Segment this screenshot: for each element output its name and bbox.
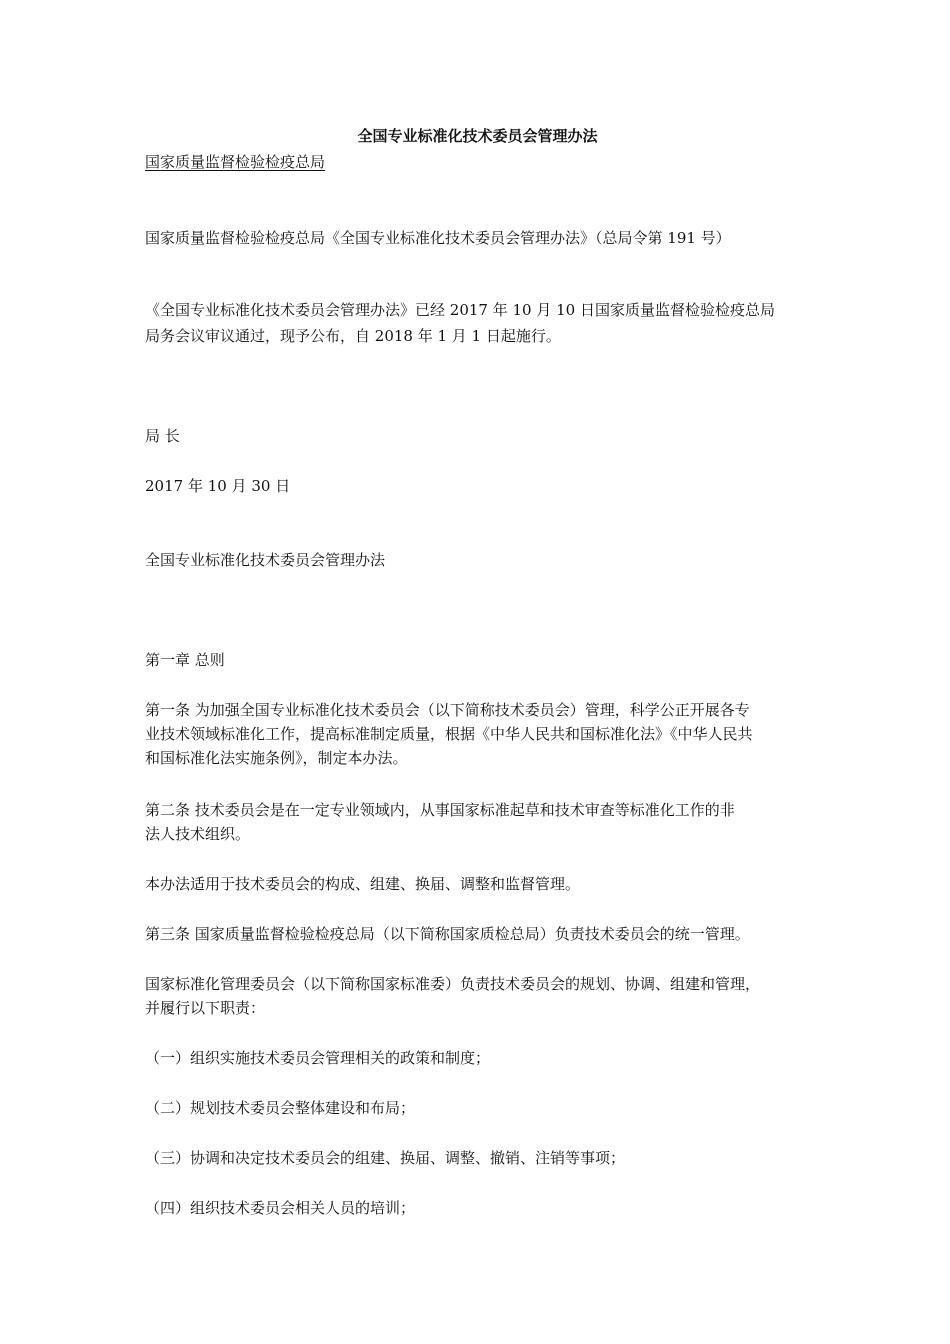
duty-1: （一）组织实施技术委员会管理相关的政策和制度； [145,1049,491,1067]
duty-2: （二）规划技术委员会整体建设和布局； [145,1099,416,1117]
article-1-line-1: 第一条 为加强全国专业标准化技术委员会（以下简称技术委员会）管理，科学公正开展各专 [145,701,750,719]
article-2-line-1: 第二条 技术委员会是在一定专业领域内，从事国家标准起草和技术审查等标准化工作的非 [145,801,735,819]
intro-line-1: 《全国专业标准化技术委员会管理办法》已经 2017 年 10 月 10 日国家质量监督检验检疫总局 [145,301,775,319]
document-title: 全国专业标准化技术委员会管理办法 [357,127,598,145]
intro-line-2: 局务会议审议通过，现予公布，自 2018 年 1 月 1 日起施行。 [145,327,561,345]
article-3-line: 第三条 国家质量监督检验检疫总局（以下简称国家质检总局）负责技术委员会的统一管理。 [145,925,750,943]
article-1-line-3: 和国标准化法实施条例》，制定本办法。 [145,749,408,767]
duty-3: （三）协调和决定技术委员会的组建、换届、调整、撤销、注销等事项； [145,1149,626,1167]
sac-line-1: 国家标准化管理委员会（以下简称国家标准委）负责技术委员会的规划、协调、组建和管理， [145,975,761,993]
signatory: 局 长 [145,427,180,445]
article-2-line-2: 法人技术组织。 [145,825,251,843]
subtitle: 全国专业标准化技术委员会管理办法 [145,551,386,569]
chapter-heading: 第一章 总则 [145,651,225,669]
duty-4: （四）组织技术委员会相关人员的培训； [145,1199,416,1217]
sac-line-2: 并履行以下职责： [145,999,266,1017]
issuer-link[interactable]: 国家质量监督检验检疫总局 [145,153,326,171]
order-line: 国家质量监督检验检疫总局《全国专业标准化技术委员会管理办法》（总局令第 191 号） [145,229,731,247]
scope-line: 本办法适用于技术委员会的构成、组建、换届、调整和监督管理。 [145,875,581,893]
article-1-line-2: 业技术领域标准化工作，提高标准制定质量，根据《中华人民共和国标准化法》《中华人民共 [145,725,753,743]
date: 2017 年 10 月 30 日 [145,477,291,495]
